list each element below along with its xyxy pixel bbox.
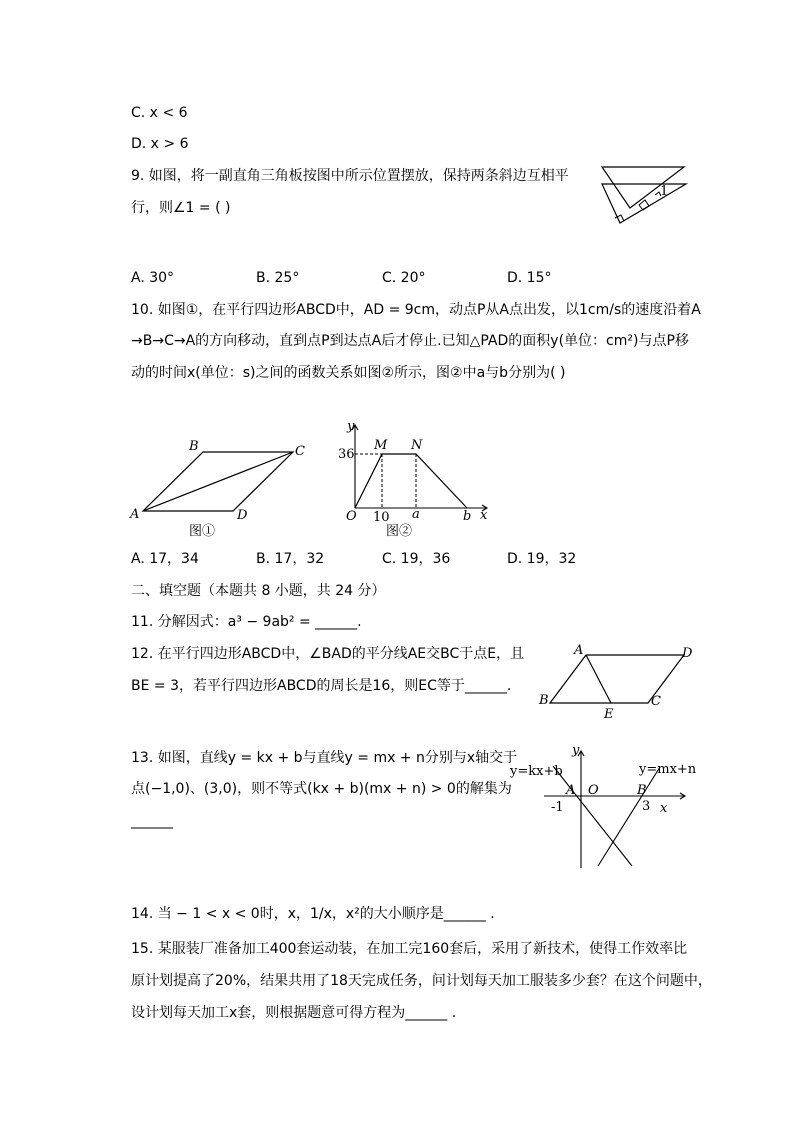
q12-text-line1: 12. 在平行四边形ABCD中，∠BAD的平分线AE交BC于点E，且	[131, 646, 525, 662]
q14-text: 14. 当 − 1 < x < 0时，x，1/x，x²的大小顺序是______ .	[131, 906, 495, 922]
q10-option-d: D. 19，32	[507, 551, 577, 567]
q9-option-c: C. 20°	[382, 270, 426, 286]
q8-option-c: C. x < 6	[131, 105, 188, 121]
q13-text-line2: 点(−1,0)、(3,0)，则不等式(kx + b)(mx + n) > 0的解集为	[131, 781, 512, 797]
q13-text-line3: ______	[131, 813, 173, 829]
fig1-label-b: B	[189, 439, 199, 454]
section-2-heading: 二、填空题（本题共 8 小题，共 24 分）	[131, 583, 386, 599]
fig2-value-a: a	[412, 507, 420, 522]
fig2-value-36: 36	[338, 447, 355, 462]
q9-option-b: B. 25°	[256, 270, 300, 286]
q10-figure-2	[336, 418, 496, 543]
q15-text-line1: 15. 某服装厂准备加工400套运动装，在加工完160套后，采用了新技术，使得工作效率比	[131, 941, 688, 957]
q12-text-line2: BE = 3，若平行四边形ABCD的周长是16，则EC等于______.	[131, 678, 512, 694]
q10-figure-1	[125, 435, 315, 543]
q13-text-line1: 13. 如图，直线y = kx + b与直线y = mx + n分别与x轴交于	[131, 750, 518, 766]
q13-tick-neg1: -1	[551, 800, 564, 815]
q15-text-line3: 设计划每天加工x套，则根据题意可得方程为______ .	[131, 1005, 457, 1021]
q10-text-line2: →B→C→A的方向移动，直到点P到达点A后才停止.已知△PAD的面积y(单位：cm²)与点P移	[131, 333, 689, 349]
q9-text-line2: 行，则∠1 = ( )	[131, 200, 231, 216]
q13-line-label-mx: y=mx+n	[639, 762, 697, 777]
fig1-label-c: C	[295, 444, 305, 459]
q15-text-line2: 原计划提高了20%，结果共用了18天完成任务，问计划每天加工服装多少套？在这个问题中，	[131, 973, 712, 989]
q12-label-d: D	[682, 646, 693, 661]
fig2-axis-y: y	[347, 419, 355, 434]
fig2-origin: O	[346, 509, 357, 524]
q12-figure	[536, 641, 700, 723]
q10-option-c: C. 19，36	[382, 551, 451, 567]
fig2-value-b: b	[463, 509, 472, 524]
q13-tick-3: 3	[642, 799, 651, 814]
fig2-point-n: N	[411, 438, 423, 453]
fig2-point-m: M	[374, 438, 388, 453]
q10-option-b: B. 17，32	[256, 551, 325, 567]
q13-origin: O	[588, 783, 599, 798]
q8-option-d: D. x > 6	[131, 136, 189, 152]
q12-label-b: B	[539, 693, 549, 708]
q13-point-a: A	[566, 783, 576, 798]
q13-point-b: B	[637, 783, 647, 798]
q10-text-line1: 10. 如图①，在平行四边形ABCD中，AD = 9cm，动点P从A点出发，以1cm/s的速度沿着A	[131, 302, 701, 318]
q9-angle-label: 1	[660, 184, 669, 199]
q10-option-a: A. 17，34	[131, 551, 199, 567]
q13-figure	[508, 742, 698, 874]
q12-label-a: A	[574, 643, 584, 658]
q12-label-c: C	[651, 694, 661, 709]
q11-text: 11. 分解因式：a³ − 9ab² = ______.	[131, 614, 362, 630]
fig2-axis-x: x	[480, 508, 488, 523]
q9-option-d: D. 15°	[507, 270, 552, 286]
fig2-value-10: 10	[373, 510, 390, 525]
q13-line-label-kx: y=kx+b	[510, 764, 563, 779]
fig1-label-a: A	[130, 507, 140, 522]
fig1-caption: 图①	[189, 524, 216, 539]
q9-option-a: A. 30°	[131, 270, 175, 286]
q13-axis-y: y	[572, 743, 580, 758]
q10-text-line3: 动的时间x(单位：s)之间的函数关系如图②所示，图②中a与b分别为( )	[131, 365, 566, 381]
fig1-label-d: D	[237, 508, 248, 523]
q9-figure	[598, 164, 690, 228]
q9-text-line1: 9. 如图，将一副直角三角板按图中所示位置摆放，保持两条斜边互相平	[131, 168, 569, 184]
q12-label-e: E	[604, 707, 614, 722]
q13-axis-x: x	[660, 801, 668, 816]
fig2-caption: 图②	[386, 524, 413, 539]
